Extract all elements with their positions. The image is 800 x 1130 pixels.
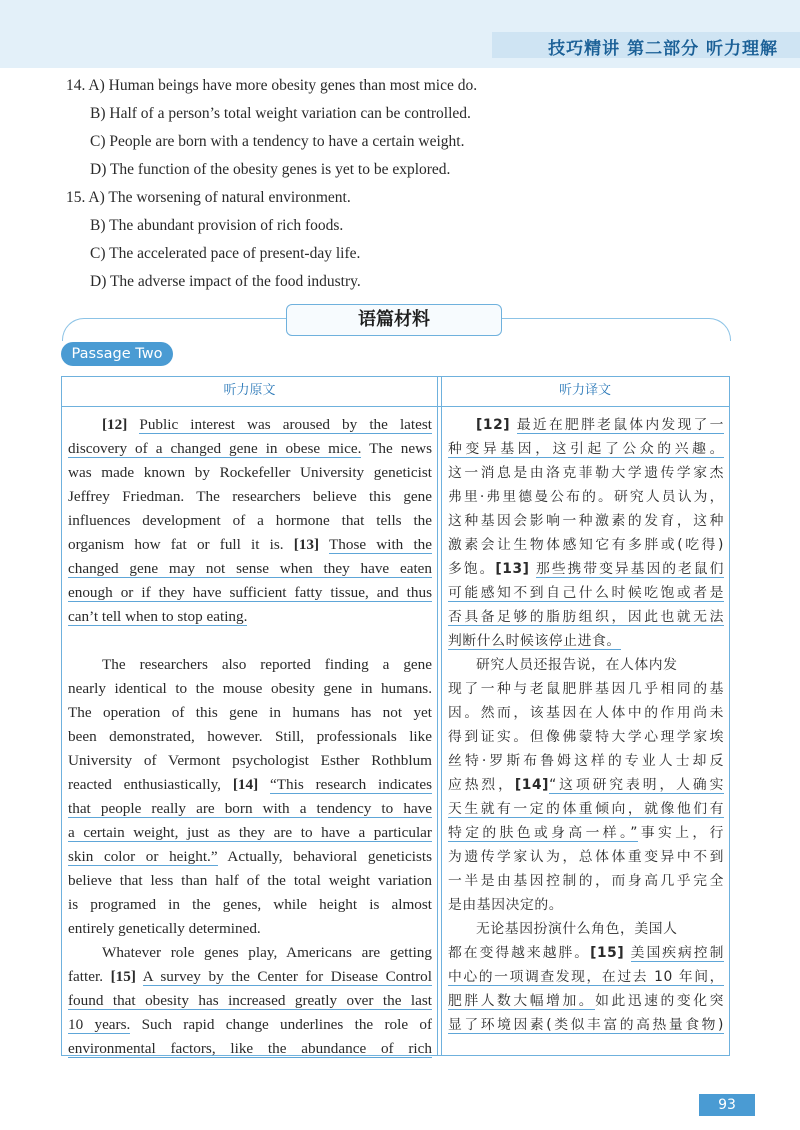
table-header-row [62, 377, 729, 407]
text-line: [12] 最近在肥胖老鼠体内发现了一 [476, 417, 724, 433]
table-header-translation: 听力译文 [558, 383, 611, 398]
text-line: 一半是由基因控制的，而身高几乎完全 [448, 873, 724, 889]
text-line: 10 years. Such rapid change underlines the role of [68, 1016, 432, 1033]
text-line: organism how fat or full it is. [13] Those with the [68, 536, 432, 553]
text-line: nearly identical to the mouse obesity gene in humans. [68, 680, 432, 697]
column-divider [437, 377, 442, 1055]
text-line: 研究人员还报告说，在人体内发 [476, 657, 678, 673]
text-line: a certain weight, just as they are to have a particular [68, 824, 432, 841]
title-rule-left [84, 318, 286, 319]
question-number: 14. [66, 77, 86, 94]
text-line: 得到证实。但像佛蒙特大学心理学家埃 [448, 729, 724, 745]
text-line: 丝特·罗斯布鲁姆这样的专业人士却反 [448, 753, 724, 769]
page-number: 93 [699, 1094, 755, 1116]
english-text [68, 413, 432, 1061]
text-line: 是由基因决定的。 [448, 897, 564, 913]
text-line: 现了一种与老鼠肥胖基因几乎相同的基 [448, 681, 724, 697]
title-curve-left [62, 318, 85, 341]
text-line: believe that less than half of the total weight variation [68, 872, 432, 889]
text-line: 天生就有一定的体重倾向，就像他们有 [448, 801, 724, 817]
text-line: found that obesity has increased greatly over the last [68, 992, 432, 1009]
text-line: discovery of a changed gene in obese mice. The news [68, 440, 432, 457]
text-line: [12] Public interest was aroused by the latest [102, 416, 432, 433]
section-header: 技巧精讲 第二部分 听力理解 [548, 39, 778, 59]
question-14-option-a [66, 76, 477, 96]
text-line: 为遗传学家认为，总体体重变异中不到 [448, 849, 724, 865]
passage-label: Passage Two [61, 342, 173, 366]
text-line: The operation of this gene in humans has not yet [68, 704, 432, 721]
title-curve-right [708, 318, 731, 341]
table-header-original: 听力原文 [223, 383, 276, 398]
question-15-option-a [66, 188, 351, 208]
text-line: 弗里·弗里德曼公布的。研究人员认为， [448, 489, 724, 505]
text-line: skin color or height.” Actually, behavioral geneticists [68, 848, 432, 865]
text-line: 这一消息是由洛克菲勒大学遗传学家杰 [448, 465, 724, 481]
text-line: Whatever role genes play, Americans are getting [102, 944, 432, 961]
text-line: 都在变得越来越胖。[15] 美国疾病控制 [448, 945, 724, 961]
section-title: 语篇材料 [286, 304, 502, 336]
option-text: A) Human beings have more obesity genes than most mice do. [88, 77, 478, 94]
question-15-option-b: B) The abundant provision of rich foods. [90, 217, 344, 234]
text-line: 肥胖人数大幅增加。如此迅速的变化突 [448, 993, 724, 1009]
text-line: The researchers also reported finding a gene [102, 656, 432, 673]
title-rule-right [502, 318, 708, 319]
text-line: is programed in the genes, while height is almost [68, 896, 432, 913]
text-line: 激素会让生物体感知它有多胖或(吃得) [448, 537, 724, 553]
text-line: 否具备足够的脂肪组织，因此也就无法 [448, 609, 724, 625]
text-line: 应热烈，[14]“这项研究表明，人确实 [448, 777, 724, 793]
question-15-option-c: C) The accelerated pace of present-day life. [90, 245, 361, 262]
text-line: was made known by Rockefeller University geneticist [68, 464, 432, 481]
text-line: enough or if they have sufficient fatty tissue, and thus [68, 584, 432, 601]
text-line: been demonstrated, however. Still, professionals like [68, 728, 432, 745]
chinese-text [448, 413, 724, 1037]
text-line: 因。然而，该基因在人体中的作用尚未 [448, 705, 724, 721]
text-line: fatter. [15] A survey by the Center for Disease Control [68, 968, 432, 985]
question-14-option-c: C) People are born with a tendency to have a certain weight. [90, 133, 465, 150]
question-15-option-d: D) The adverse impact of the food industry. [90, 273, 361, 290]
question-14-option-d: D) The function of the obesity genes is yet to be explored. [90, 161, 451, 178]
text-line: University of Vermont psychologist Esther Rothblum [68, 752, 432, 769]
text-line: 多饱。[13] 那些携带变异基因的老鼠们 [448, 561, 724, 577]
passage-table [61, 376, 730, 1056]
text-line: entirely genetically determined. [68, 920, 261, 937]
text-line: influences development of a hormone that tells the [68, 512, 432, 529]
text-line: Jeffrey Friedman. The researchers believe this gene [68, 488, 432, 505]
text-line: 无论基因扮演什么角色，美国人 [476, 921, 678, 937]
text-line: 可能感知不到自己什么时候吃饱或者是 [448, 585, 724, 601]
text-line: 这种基因会影响一种激素的发育，这种 [448, 513, 724, 529]
text-line: reacted enthusiastically, [14] “This research indicates [68, 776, 432, 793]
text-line: 显了环境因素(类似丰富的高热量食物) [448, 1017, 724, 1033]
text-line: that people really are born with a tendency to have [68, 800, 432, 817]
text-line: 判断什么时候该停止进食。 [448, 633, 621, 649]
question-number: 15. [66, 189, 86, 206]
text-line: 中心的一项调查发现，在过去 10 年间， [448, 969, 724, 985]
text-line: 特定的肤色或身高一样。”事实上，行 [448, 825, 724, 841]
option-text: A) The worsening of natural environment. [88, 189, 351, 206]
text-line: changed gene may not sense when they have eaten [68, 560, 432, 577]
text-line: 种变异基因，这引起了公众的兴趣。 [448, 441, 724, 457]
text-line: can’t tell when to stop eating. [68, 608, 248, 625]
text-line: environmental factors, like the abundance of rich [68, 1040, 432, 1057]
question-14-option-b: B) Half of a person’s total weight variation can be controlled. [90, 105, 471, 122]
